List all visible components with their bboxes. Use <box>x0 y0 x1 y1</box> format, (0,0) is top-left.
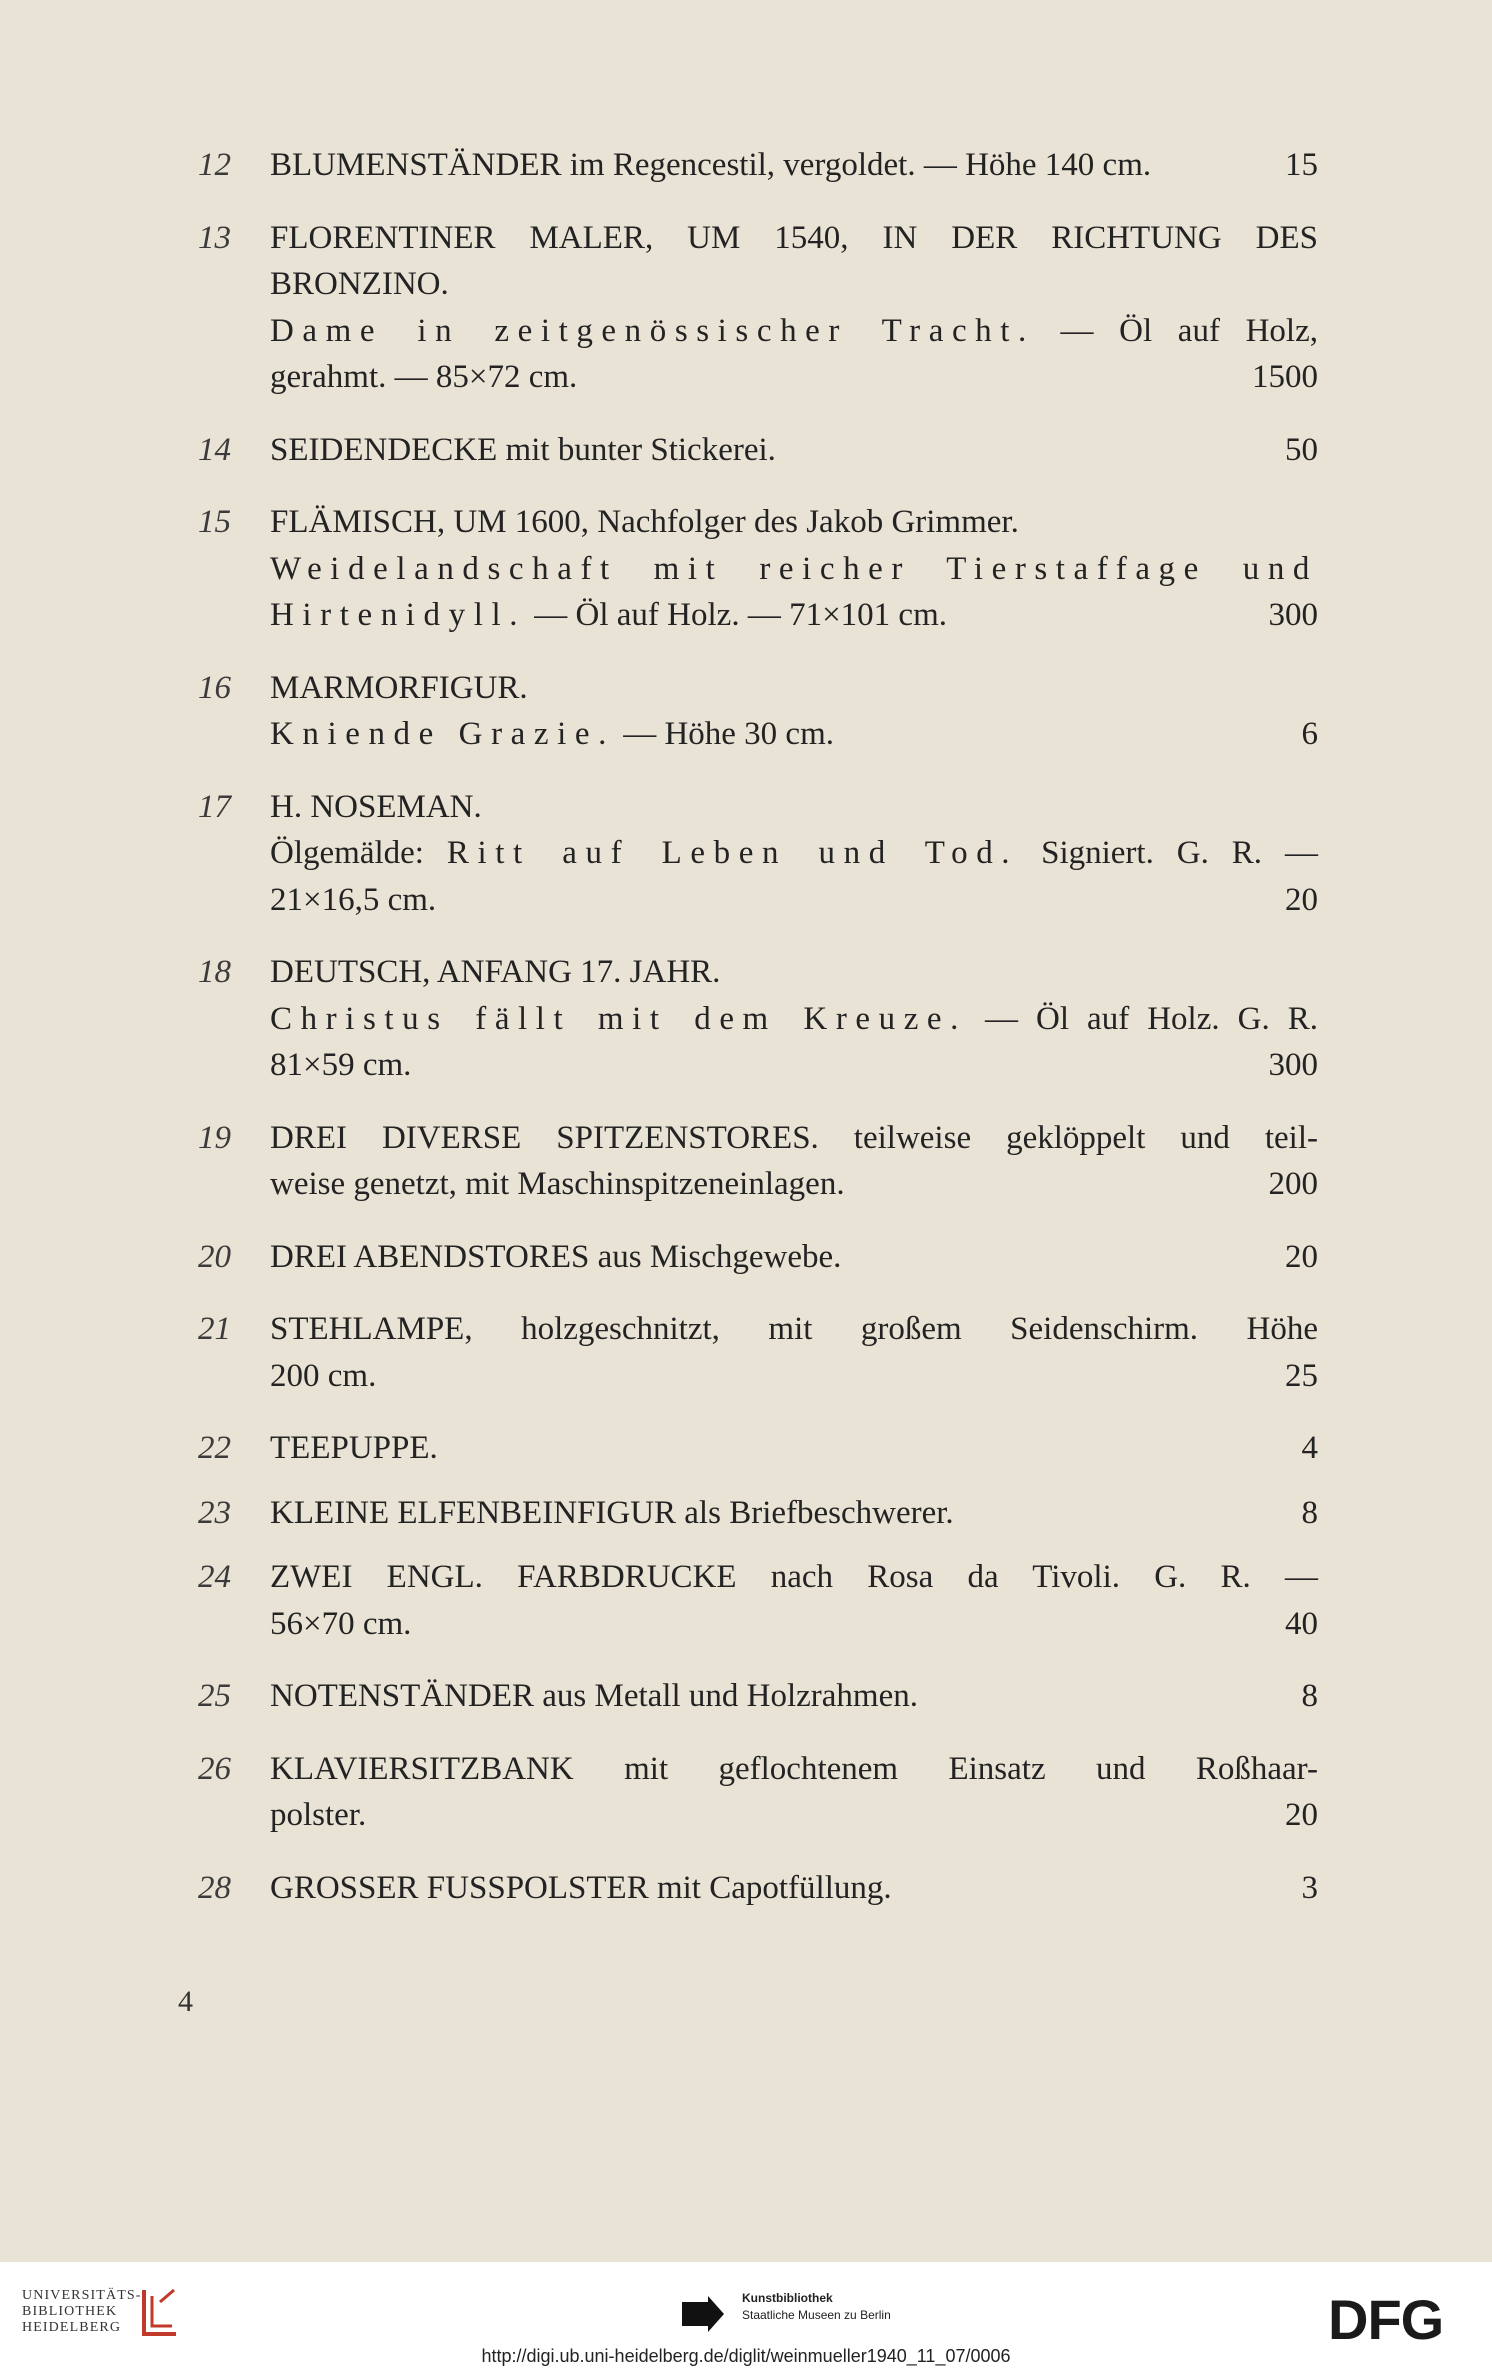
catalog-entry <box>198 499 1318 639</box>
text-run: 200 cm. <box>270 1357 377 1394</box>
description-line <box>270 1115 1318 1162</box>
text-run: DEUTSCH, ANFANG 17. JAHR. <box>270 954 721 990</box>
catalog-entry <box>198 142 1318 189</box>
kb-subtitle: Staatliche Museen zu Berlin <box>742 2308 891 2322</box>
university-library-logo-icon <box>138 2282 182 2342</box>
estimate-price: 8 <box>1301 1678 1318 1714</box>
text-run: KLEINE ELFENBEINFIGUR als Briefbeschwerer. <box>270 1494 954 1531</box>
catalog-entry <box>198 1490 1318 1537</box>
uni-logo-line: UNIVERSITÄTS- <box>22 2288 142 2303</box>
description-line <box>270 1792 1318 1839</box>
lot-description <box>270 1554 1318 1647</box>
description-text <box>270 261 1318 308</box>
catalog-entry <box>198 784 1318 924</box>
description-text <box>270 308 1318 355</box>
description-line <box>270 261 1318 308</box>
lot-description <box>270 949 1318 1089</box>
lot-number: 26 <box>198 1750 231 1787</box>
text-run: 21×16,5 cm. <box>270 881 437 918</box>
estimate-price: 3 <box>1301 1869 1318 1906</box>
dfg-logo: DFG <box>1328 2288 1444 2351</box>
description-line <box>270 308 1318 355</box>
spaced-title-text: Weidelandschaft mit reicher Tierstaffage und <box>270 550 1318 587</box>
description-line <box>270 1353 1318 1400</box>
lot-description <box>270 1425 1318 1472</box>
description-line <box>270 877 1318 924</box>
estimate-price: 40 <box>1285 1605 1318 1642</box>
text-run: FLÄMISCH, UM 1600, Nachfolger des Jakob Grimmer. <box>270 504 1019 540</box>
source-url[interactable]: http://digi.ub.uni-heidelberg.de/diglit/weinmueller1940_11_07/0006 <box>481 2346 1011 2366</box>
lot-number: 25 <box>198 1678 231 1714</box>
lot-description <box>270 215 1318 401</box>
text-run: NOTENSTÄNDER aus Metall und Holzrahmen. <box>270 1678 918 1714</box>
description-line <box>270 1554 1318 1601</box>
description-text <box>270 1306 1318 1353</box>
description-line <box>270 665 1318 712</box>
description-text <box>270 1042 1251 1089</box>
lot-number: 12 <box>198 147 231 183</box>
lot-description <box>270 665 1318 758</box>
lot-description <box>270 1673 1318 1720</box>
estimate-price: 6 <box>1301 716 1318 752</box>
catalog-entry <box>198 215 1318 401</box>
description-line <box>270 1161 1318 1208</box>
catalog-entry <box>198 1234 1318 1281</box>
text-run: 81×59 cm. <box>270 1047 412 1083</box>
description-text <box>270 1746 1318 1793</box>
estimate-price: 50 <box>1285 431 1318 468</box>
lot-number: 22 <box>198 1430 231 1466</box>
lot-description <box>270 784 1318 924</box>
lot-description <box>270 1115 1318 1208</box>
text-run: DREI ABENDSTORES aus Mischgewebe. <box>270 1238 842 1275</box>
description-text <box>270 665 1318 712</box>
uni-logo-line: HEIDELBERG <box>22 2320 122 2335</box>
description-text <box>270 592 1251 639</box>
digitization-footer <box>0 2262 1492 2372</box>
text-run: — Höhe 30 cm. <box>614 716 834 752</box>
estimate-price: 300 <box>1268 1047 1318 1083</box>
description-text <box>270 546 1318 593</box>
description-text <box>270 215 1318 262</box>
text-run: BLUMENSTÄNDER im Regencestil, vergoldet. — Höhe 140 cm. <box>270 147 1152 183</box>
description-line <box>270 1865 1318 1912</box>
catalog-entry <box>198 1746 1318 1839</box>
university-library-logo-text <box>22 2288 142 2336</box>
description-line <box>270 215 1318 262</box>
text-run: BRONZINO. <box>270 266 449 302</box>
estimate-price: 20 <box>1285 1238 1318 1275</box>
estimate-price: 20 <box>1285 881 1318 918</box>
description-line <box>270 996 1318 1043</box>
description-text <box>270 1115 1318 1162</box>
description-text <box>270 354 1234 401</box>
lot-description <box>270 142 1318 189</box>
catalog-entry <box>198 1673 1318 1720</box>
estimate-price: 8 <box>1301 1494 1318 1531</box>
description-line <box>270 1673 1318 1720</box>
description-text <box>270 1425 1284 1472</box>
description-line <box>270 1490 1318 1537</box>
kunstbibliothek-logo-text <box>742 2290 891 2324</box>
description-text <box>270 949 1318 996</box>
description-text <box>270 711 1284 758</box>
lot-number: 18 <box>198 954 231 990</box>
description-text <box>270 499 1318 546</box>
text-run: H. NOSEMAN. <box>270 788 482 825</box>
description-text <box>270 784 1318 831</box>
text-run: Ölgemälde: <box>270 835 447 871</box>
text-run: — Öl auf Holz, <box>1034 312 1318 349</box>
auction-catalog-list <box>198 142 1318 1911</box>
description-text <box>270 877 1267 924</box>
catalog-entry <box>198 1425 1318 1472</box>
catalog-entry <box>198 665 1318 758</box>
description-text <box>270 1865 1284 1912</box>
spaced-title-text: Ritt auf Leben und Tod. <box>446 835 1019 871</box>
text-run: TEEPUPPE. <box>270 1430 438 1466</box>
text-run: Signiert. G. R. — <box>1018 835 1319 871</box>
lot-number: 21 <box>198 1311 231 1347</box>
description-line <box>270 1601 1318 1648</box>
lot-number: 23 <box>198 1494 231 1531</box>
description-line <box>270 1042 1318 1089</box>
text-run: DREI DIVERSE SPITZENSTORES. teilweise geklöppelt und teil- <box>270 1119 1318 1156</box>
lot-number: 15 <box>198 504 231 540</box>
lot-number: 19 <box>198 1119 231 1156</box>
description-text <box>270 1234 1267 1281</box>
page-number: 4 <box>178 1985 193 2018</box>
text-run: — Öl auf Holz. — 71×101 cm. <box>526 597 947 633</box>
lot-description <box>270 1306 1318 1399</box>
text-run: SEIDENDECKE mit bunter Stickerei. <box>270 431 776 468</box>
estimate-price: 1500 <box>1252 359 1318 395</box>
text-run: — Öl auf Holz. G. R. <box>966 1000 1318 1037</box>
lot-description <box>270 1746 1318 1839</box>
description-text <box>270 1601 1267 1648</box>
description-line <box>270 830 1318 877</box>
lot-number: 14 <box>198 431 231 468</box>
lot-number: 24 <box>198 1559 231 1595</box>
description-line <box>270 427 1318 474</box>
description-line <box>270 1234 1318 1281</box>
spaced-title-text: Christus fällt mit dem Kreuze. <box>270 1000 967 1037</box>
text-run: 56×70 cm. <box>270 1605 412 1642</box>
text-run: gerahmt. — 85×72 cm. <box>270 359 578 395</box>
estimate-price: 25 <box>1285 1357 1318 1394</box>
estimate-price: 20 <box>1285 1797 1318 1833</box>
lot-number: 13 <box>198 219 231 256</box>
description-text <box>270 1554 1318 1601</box>
description-text <box>270 1792 1267 1839</box>
description-line <box>270 592 1318 639</box>
uni-logo-line: BIBLIOTHEK <box>22 2304 118 2319</box>
catalog-entry <box>198 949 1318 1089</box>
description-text <box>270 830 1318 877</box>
description-line <box>270 499 1318 546</box>
lot-number: 28 <box>198 1869 231 1906</box>
description-line <box>270 949 1318 996</box>
lot-description <box>270 1490 1318 1537</box>
description-text <box>270 1353 1267 1400</box>
estimate-price: 200 <box>1268 1166 1318 1202</box>
text-run: STEHLAMPE, holzgeschnitzt, mit großem Seidenschirm. Höhe <box>270 1311 1318 1347</box>
lot-description <box>270 1865 1318 1912</box>
lot-description <box>270 499 1318 639</box>
description-text <box>270 427 1267 474</box>
description-line <box>270 711 1318 758</box>
description-text <box>270 996 1318 1043</box>
description-line <box>270 354 1318 401</box>
kunstbibliothek-logo-icon <box>680 2292 726 2336</box>
lot-description <box>270 1234 1318 1281</box>
catalog-entry <box>198 1115 1318 1208</box>
catalog-entry <box>198 1554 1318 1647</box>
description-text <box>270 142 1267 189</box>
text-run: MARMORFIGUR. <box>270 669 528 706</box>
description-text <box>270 1673 1284 1720</box>
description-line <box>270 1425 1318 1472</box>
catalog-entry <box>198 427 1318 474</box>
description-line <box>270 142 1318 189</box>
description-line <box>270 1306 1318 1353</box>
lot-number: 20 <box>198 1238 231 1275</box>
spaced-title-text: Kniende Grazie. <box>270 716 615 752</box>
description-text <box>270 1161 1251 1208</box>
text-run: KLAVIERSITZBANK mit geflochtenem Einsatz und Roßhaar- <box>270 1750 1318 1787</box>
catalog-entry <box>198 1865 1318 1912</box>
catalog-entry <box>198 1306 1318 1399</box>
estimate-price: 4 <box>1301 1430 1318 1466</box>
description-line <box>270 546 1318 593</box>
text-run: weise genetzt, mit Maschinspitzeneinlagen. <box>270 1166 845 1202</box>
description-line <box>270 784 1318 831</box>
text-run: GROSSER FUSSPOLSTER mit Capotfüllung. <box>270 1869 892 1906</box>
kb-title: Kunstbibliothek <box>742 2291 833 2305</box>
lot-number: 16 <box>198 669 231 706</box>
spaced-title-text: Dame in zeitgenössischer Tracht. <box>270 312 1035 349</box>
text-run: ZWEI ENGL. FARBDRUCKE nach Rosa da Tivoli. G. R. — <box>270 1559 1318 1595</box>
estimate-price: 300 <box>1268 597 1318 633</box>
lot-description <box>270 427 1318 474</box>
description-text <box>270 1490 1284 1537</box>
description-line <box>270 1746 1318 1793</box>
text-run: FLORENTINER MALER, UM 1540, IN DER RICHTUNG DES <box>270 219 1318 256</box>
spaced-title-text: Hirtenidyll. <box>270 597 527 633</box>
text-run: polster. <box>270 1797 367 1833</box>
estimate-price: 15 <box>1285 147 1318 183</box>
lot-number: 17 <box>198 788 231 825</box>
